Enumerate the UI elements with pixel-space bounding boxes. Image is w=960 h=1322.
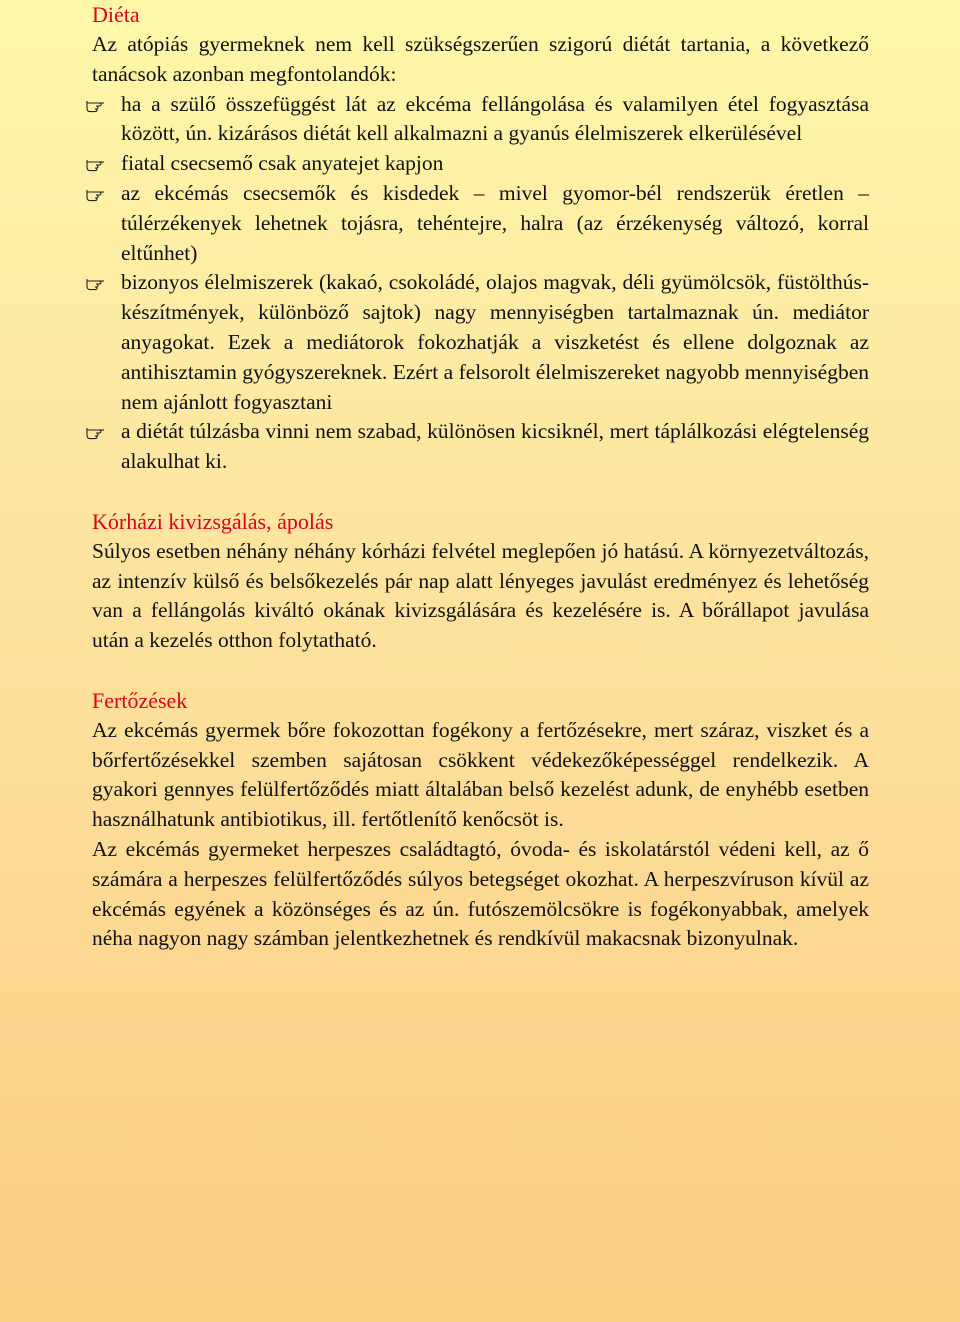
- section-korhazi: [92, 507, 869, 656]
- section-spacer: [92, 656, 869, 686]
- hand-pointing-icon: [86, 99, 106, 113]
- list-item: [92, 417, 869, 477]
- hand-pointing-icon: [86, 277, 106, 291]
- advice-list: [92, 90, 869, 477]
- section-dieta: [92, 0, 869, 477]
- section-spacer: [92, 477, 869, 507]
- list-item: [92, 90, 869, 150]
- list-item-text: fiatal csecsemő csak anyatejet kapjon: [121, 151, 444, 176]
- section-heading-dieta: Diéta: [92, 2, 140, 27]
- body-paragraph: Az ekcémás gyermeket herpeszes családtagtó, óvoda- és iskolatárstól védeni kell, az ő számára a herpeszes felülfertőződés súlyos betegséget okozhat. A herpeszvíruson kívül az ekcémás egyének a közönséges és az ún. futószemölcsökre is fogékonyabbak, amelyek néha nagyon nagy számban jelentkezhetnek és rendkívül makacsnak bizonyulnak.: [92, 836, 869, 951]
- hand-pointing-icon: [86, 188, 106, 202]
- document-page: [92, 0, 869, 954]
- list-item: [92, 268, 869, 417]
- section-fertozesek: [92, 686, 869, 954]
- body-paragraph: Az ekcémás gyermek bőre fokozottan fogékony a fertőzésekre, mert száraz, viszket és a bőrfertőzésekkel szemben sajátosan csökkent védekezőképességgel rendelkezik. A gyakori gennyes felülfertőződés miatt általában belső kezelést adunk, de enyhébb esetben használhatunk antibiotikus, ill. fertőtlenítő kenőcsöt is.: [92, 717, 869, 832]
- list-item-text: a diétát túlzásba vinni nem szabad, különösen kicsiknél, mert táplálkozási elégtelenség alakulhat ki.: [121, 419, 869, 474]
- hand-pointing-icon: [86, 426, 106, 440]
- hand-pointing-icon: [86, 158, 106, 172]
- body-paragraph: Súlyos esetben néhány néhány kórházi felvétel meglepően jó hatású. A környezetváltozás, az intenzív külső és belsőkezelés pár nap alatt lényeges javulást eredményez és lehetőség van a fellángolás kiváltó okának kivizsgálására és kezelésére is. A bőrállapot javulása után a kezelés otthon folytatható.: [92, 538, 869, 653]
- section-heading-fertozesek: Fertőzések: [92, 687, 188, 713]
- list-item-text: bizonyos élelmiszerek (kakaó, csokoládé, olajos magvak, déli gyümölcsök, füstölthús-készítmények, különböző sajtok) nagy mennyiségben tartalmaznak ún. mediátor anyagokat. Ezek a mediátorok fokozhatják a viszketést és ellene dolgoznak az antihisztamin gyógyszereknek. Ezért a felsorolt élelmiszereket nagyobb mennyiségben nem ajánlott fogyasztani: [121, 270, 869, 414]
- list-item-text: az ekcémás csecsemők és kisdedek – mivel gyomor-bél rendszerük éretlen – túlérzékenyek lehetnek tojásra, tehéntejre, halra (az érzékenység változó, korral eltűnhet): [121, 180, 869, 265]
- list-item: [92, 149, 869, 179]
- list-item: [92, 179, 869, 268]
- list-item-text: ha a szülő összefüggést lát az ekcéma fellángolása és valamilyen étel fogyasztása között, ún. kizárásos diétát kell alkalmazni a gyanús élelmiszerek elkerülésével: [121, 91, 869, 146]
- section-heading-korhazi: Kórházi kivizsgálás, ápolás: [92, 508, 334, 534]
- intro-paragraph: Az atópiás gyermeknek nem kell szükségszerűen szigorú diétát tartania, a következő tanácsok azonban megfontolandók:: [92, 32, 869, 86]
